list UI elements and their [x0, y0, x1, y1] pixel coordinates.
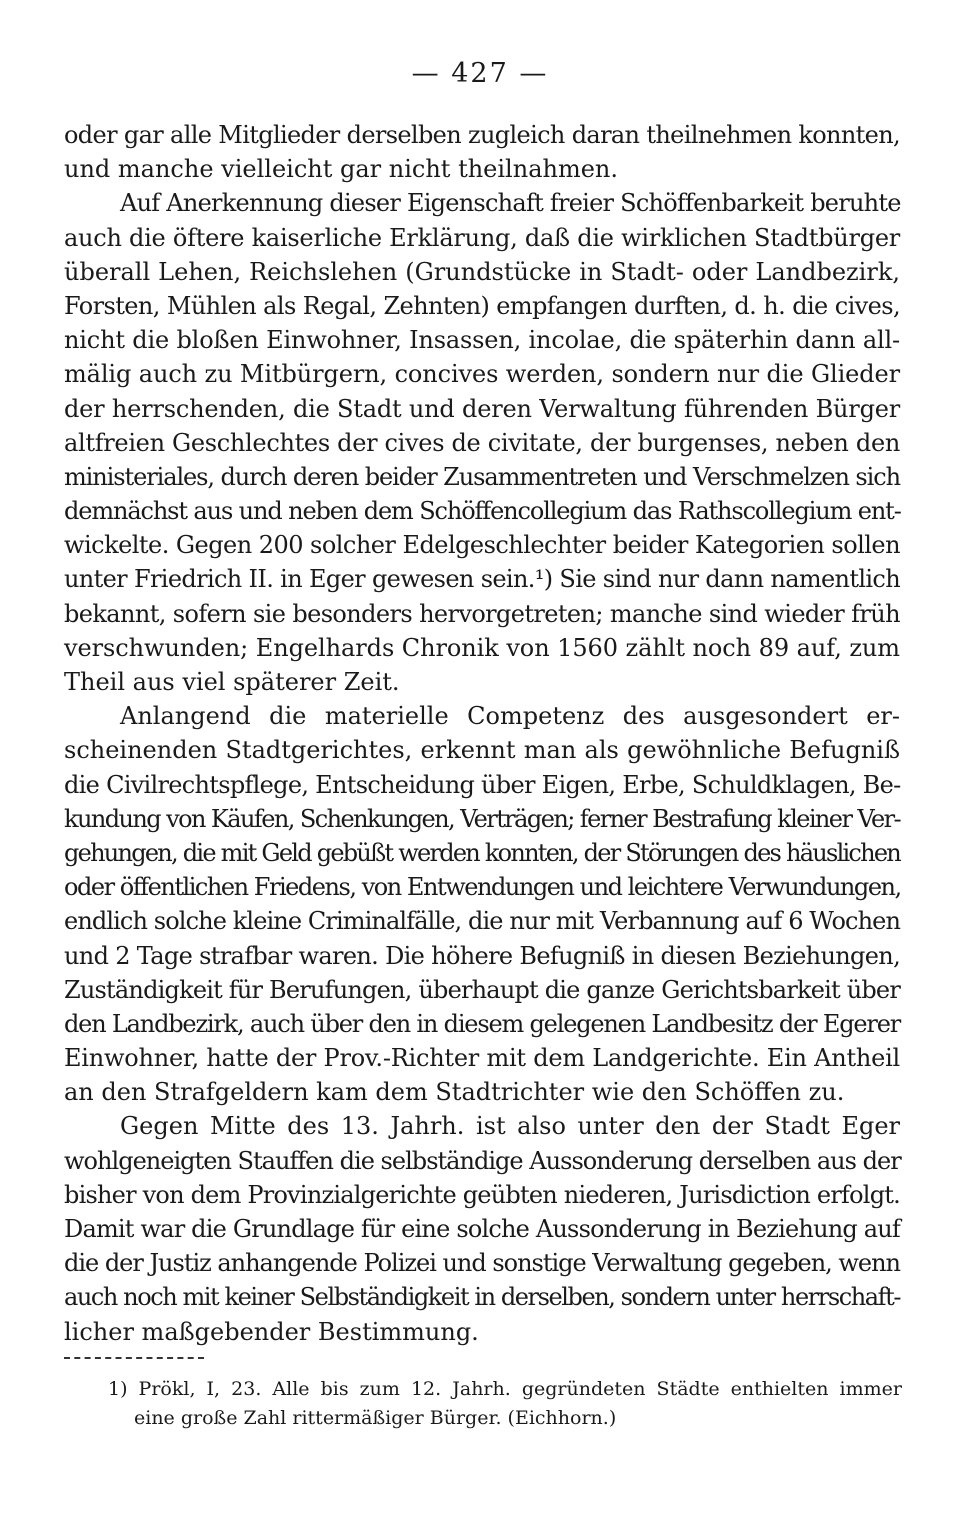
text-line: verschwunden; Engelhards Chronik von 1560 zählt noch 89 auf, zum	[64, 633, 900, 662]
text-line: wickelte. Gegen 200 solcher Edelgeschlechter beider Kategorien sollen	[64, 531, 901, 560]
text-line: wohlgeneigten Stauffen die selbständige Aussonderung derselben aus der	[64, 1146, 901, 1175]
text-line: und 2 Tage strafbar waren. Die höhere Befugniß in diesen Beziehungen,	[64, 941, 901, 970]
text-line: Damit war die Grundlage für eine solche Aussonderung in Beziehung auf	[64, 1215, 900, 1243]
text-line: mälig auch zu Mitbürgern, concives werden, sondern nur die Glieder	[64, 360, 900, 389]
text-line: Forsten, Mühlen als Regal, Zehnten) empfangen durften, d. h. die cives,	[64, 291, 900, 320]
text-line: nicht die bloßen Einwohner, Insassen, incolae, die späterhin dann all-	[64, 326, 900, 355]
text-line: Theil aus viel späterer Zeit.	[64, 668, 400, 696]
text-line: scheinenden Stadtgerichtes, erkennt man als gewöhnliche Befugniß	[64, 736, 900, 765]
footnote-line: eine große Zahl rittermäßiger Bürger. (Eichhorn.)	[134, 1407, 617, 1429]
text-line: gehungen, die mit Geld gebüßt werden konnten, der Störungen des häuslichen	[64, 838, 901, 867]
text-line: endlich solche kleine Criminalfälle, die nur mit Verbannung auf 6 Wochen	[64, 907, 901, 936]
text-line: Einwohner, hatte der Prov.-Richter mit dem Landgerichte. Ein Antheil	[64, 1044, 900, 1073]
text-line: demnächst aus und neben dem Schöffencollegium das Rathscollegium ent-	[64, 497, 901, 526]
text-line: Anlangend die materielle Competenz des ausgesondert er-	[120, 702, 900, 731]
text-line: altfreien Geschlechtes der cives de civitate, der burgenses, neben den	[64, 428, 900, 457]
text-line: ministeriales, durch deren beider Zusammentreten und Verschmelzen sich	[64, 462, 901, 491]
footnote-divider	[64, 1357, 204, 1359]
text-line: überall Lehen, Reichslehen (Grundstücke in Stadt- oder Landbezirk,	[64, 257, 900, 286]
text-line: auch noch mit keiner Selbständigkeit in derselben, sondern unter herrschaft-	[64, 1283, 901, 1312]
body-text	[64, 118, 900, 1349]
text-line: auch die öftere kaiserliche Erklärung, daß die wirklichen Stadtbürger	[64, 223, 900, 252]
text-line: licher maßgebender Bestimmung.	[64, 1317, 479, 1346]
text-line: und manche vielleicht gar nicht theilnahmen.	[64, 155, 619, 184]
text-line: der herrschenden, die Stadt und deren Verwaltung führenden Bürger	[64, 394, 901, 423]
text-line: die der Justiz anhangende Polizei und sonstige Verwaltung gegeben, wenn	[64, 1249, 901, 1278]
page-number: — 427 —	[411, 58, 549, 89]
text-line: an den Strafgeldern kam dem Stadtrichter wie den Schöffen zu.	[64, 1078, 845, 1107]
text-line: bisher von dem Provinzialgerichte geübten niederen, Jurisdiction erfolgt.	[64, 1180, 900, 1209]
text-line: Auf Anerkennung dieser Eigenschaft freier Schöffenbarkeit beruhte	[120, 189, 901, 218]
footnotes	[108, 1375, 902, 1433]
text-line: unter Friedrich II. in Eger gewesen sein.¹) Sie sind nur dann namentlich	[64, 565, 901, 594]
text-line: oder öffentlichen Friedens, von Entwendungen und leichtere Verwundungen,	[64, 873, 901, 902]
text-line: kundung von Käufen, Schenkungen, Verträgen; ferner Bestrafung kleiner Ver-	[64, 804, 901, 833]
text-line: Zuständigkeit für Berufungen, überhaupt die ganze Gerichtsbarkeit über	[64, 975, 901, 1004]
text-line: den Landbezirk, auch über den in diesem gelegenen Landbesitz der Egerer	[64, 1009, 900, 1038]
text-line: oder gar alle Mitglieder derselben zugleich daran theilnehmen konnten,	[64, 121, 900, 149]
text-line: bekannt, sofern sie besonders hervorgetreten; manche sind wieder früh	[64, 599, 901, 628]
text-line: Gegen Mitte des 13. Jahrh. ist also unter den der Stadt Eger	[120, 1112, 900, 1141]
footnote-line: 1) Prökl, I, 23. Alle bis zum 12. Jahrh. gegründeten Städte enthielten immer	[108, 1378, 902, 1400]
text-line: die Civilrechtspflege, Entscheidung über Eigen, Erbe, Schuldklagen, Be-	[64, 770, 901, 799]
